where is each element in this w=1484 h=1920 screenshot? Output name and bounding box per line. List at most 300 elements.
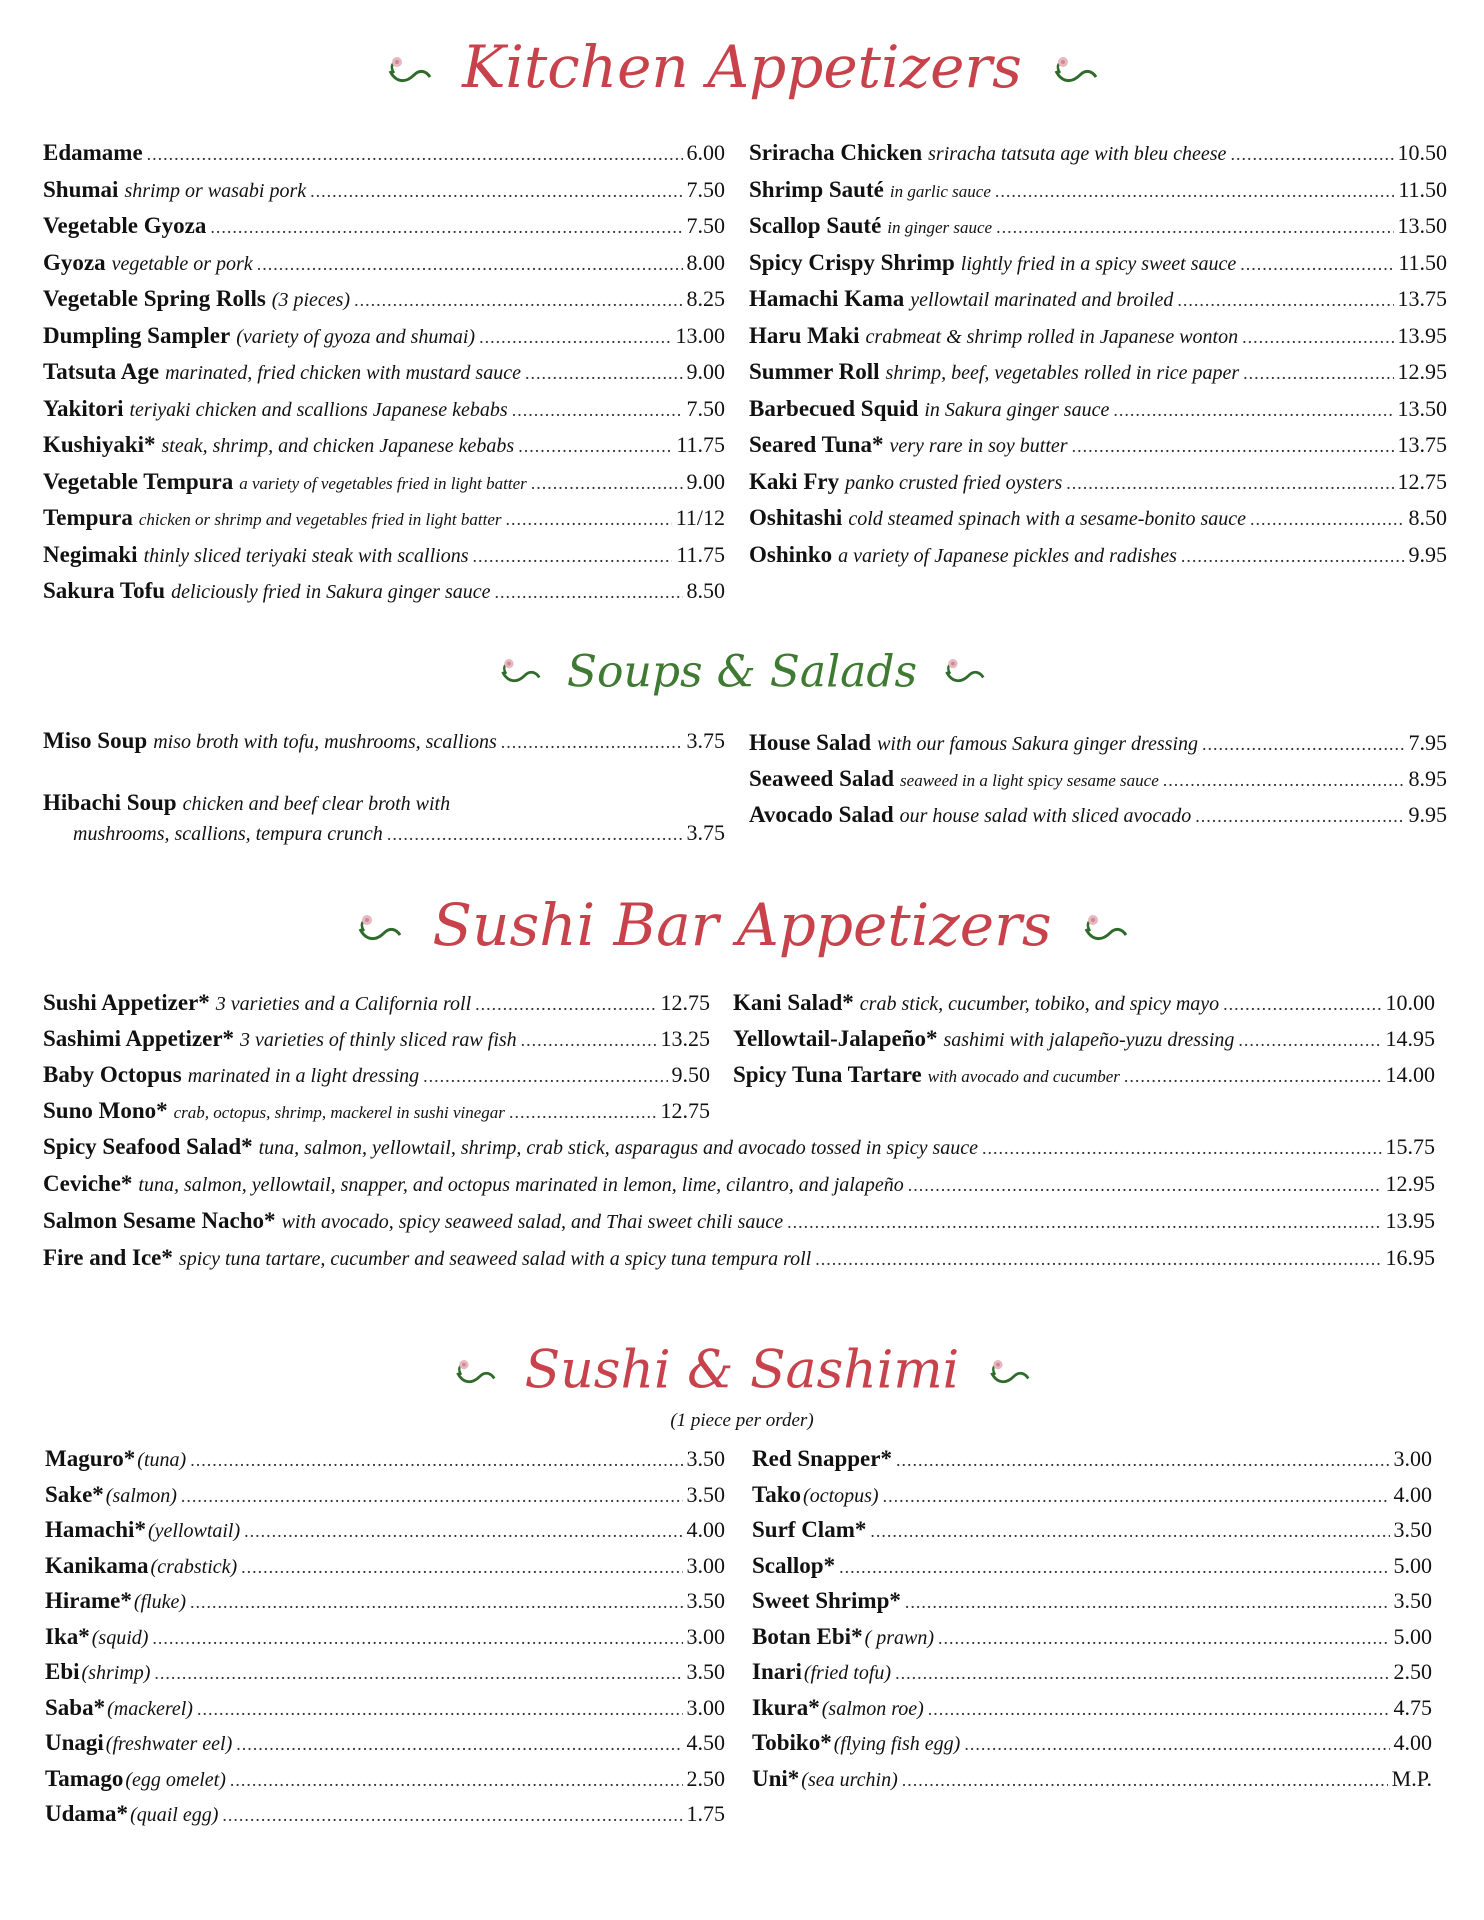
item-name: Sushi Appetizer* [43,990,210,1015]
leader-dots [197,1699,683,1720]
item-price: 4.50 [686,1730,725,1755]
kitchen-appetizers-heading [0,22,1484,102]
kitchen-left-column [43,140,725,615]
item-description: 3 varieties of thinly sliced raw fish [240,1029,517,1051]
item-price: 5.00 [1393,1552,1432,1578]
item-description: (egg omelet) [125,1768,226,1791]
leader-dots [152,1628,682,1649]
menu-item [45,1801,725,1837]
leader-dots [495,582,683,603]
cherry-blossom-branch-icon [452,1336,498,1406]
item-price: 3.00 [686,1694,725,1720]
leader-dots [1202,734,1404,755]
item-price: 11.50 [1398,176,1447,202]
leader-dots [908,1175,1382,1196]
menu-item [749,766,1447,802]
menu-item [752,1766,1432,1802]
leader-dots [423,1066,667,1087]
item-description: deliciously fried in Sakura ginger sauce [171,581,491,603]
item-name: Haru Maki [749,322,860,348]
item-name: Vegetable Tempura [43,468,234,494]
item-name: Suno Mono* [43,1098,168,1123]
item-price: 12.75 [660,990,710,1015]
item-description: miso broth with tofu, mushrooms, scallions [153,731,497,753]
item-price: 3.50 [686,1588,725,1613]
menu-item [45,1553,725,1589]
item-description: teriyaki chicken and scallions Japanese kebabs [129,398,508,421]
leader-dots [147,144,683,165]
item-price: 4.00 [1393,1730,1432,1755]
item-name: Salmon Sesame Nacho* [43,1208,276,1233]
item-price: 13.50 [1397,213,1447,238]
menu-item [752,1695,1432,1731]
item-description-continued: mushrooms, scallions, tempura crunch [73,823,383,845]
item-name: Hirame* [45,1588,132,1613]
item-price: 14.95 [1385,1026,1435,1051]
leader-dots [905,1592,1390,1613]
sushi-sashimi-heading [0,1332,1484,1402]
item-price: 10.00 [1385,990,1435,1015]
leader-dots [895,1663,1389,1684]
item-price: 9.50 [671,1062,710,1087]
leader-dots [236,1734,682,1755]
menu-item [749,730,1447,766]
item-price: 3.50 [686,1446,725,1471]
item-name: Ebi [45,1659,80,1684]
item-description: (salmon) [105,1484,177,1507]
soups-left-column [43,728,725,856]
item-name: Sweet Shrimp* [752,1588,901,1613]
leader-dots [387,824,683,845]
item-price: 3.50 [1393,1517,1432,1542]
cherry-blossom-branch-icon [497,638,543,708]
menu-item [43,359,725,396]
menu-item [749,286,1447,323]
menu-item [45,1766,725,1802]
item-price: 2.50 [1393,1659,1432,1684]
item-price: 7.50 [686,395,725,421]
menu-item [43,213,725,250]
item-description: (tuna) [137,1449,187,1471]
item-price: 1.75 [686,1801,725,1826]
cherry-blossom-branch-icon [384,27,434,107]
item-description: crab stick, cucumber, tobiko, and spicy mayo [859,993,1220,1015]
leader-dots [883,1486,1390,1507]
sushi-bar-appetizers-heading [0,880,1484,960]
item-name: Saba* [45,1694,106,1720]
leader-dots [928,1699,1390,1720]
leader-dots [354,290,682,311]
leader-dots [244,1521,682,1542]
leader-dots [1230,144,1393,165]
leader-dots [1113,400,1393,421]
kitchen-right-column [749,140,1447,578]
leader-dots [996,217,1393,238]
item-name: Scallop* [752,1552,836,1578]
leader-dots [1163,770,1405,791]
menu-item [752,1588,1432,1624]
item-name: Udama* [45,1801,129,1826]
item-description: marinated in a light dressing [187,1065,420,1087]
item-price: 2.50 [686,1765,725,1791]
item-description: yellowtail marinated and broiled [910,289,1174,311]
item-description: (freshwater eel) [105,1733,233,1755]
menu-item [733,990,1435,1026]
menu-item [43,1062,710,1098]
item-price: 8.00 [686,249,725,275]
item-price: 4.00 [686,1517,725,1542]
section-title: Soups & Salads [566,646,918,698]
menu-item [749,542,1447,579]
menu-item [749,396,1447,433]
leader-dots [787,1212,1381,1233]
item-name: Avocado Salad [749,802,894,827]
menu-item [752,1482,1432,1518]
item-description: vegetable or pork [111,252,253,275]
item-description: lightly fried in a spicy sweet sauce [960,252,1237,275]
item-name: Spicy Crispy Shrimp [749,249,955,275]
item-description: (quail egg) [130,1804,219,1826]
item-price: 3.75 [686,728,725,753]
item-description: (mackerel) [107,1697,193,1720]
item-name: Ceviche* [43,1171,133,1196]
menu-item [733,1026,1435,1062]
menu-item [749,250,1447,287]
menu-item-hibachi-soup-line2 [43,820,725,856]
menu-item [45,1624,725,1660]
sushi-right-column [752,1446,1432,1801]
item-description: shrimp, beef, vegetables rolled in rice paper [885,362,1240,384]
item-name: Hamachi Kama [749,286,905,311]
soups-right-column [749,730,1447,838]
leader-dots [531,473,683,494]
leader-dots [506,509,672,530]
item-name: Vegetable Gyoza [43,213,207,238]
item-name: Tempura [43,505,133,530]
item-description: (yellowtail) [147,1520,241,1542]
leader-dots [982,1138,1382,1159]
item-description: tuna, salmon, yellowtail, shrimp, crab stick, asparagus and avocado tossed in spicy sauce [258,1137,978,1159]
item-price: 6.00 [686,140,725,165]
item-description: sashimi with jalapeño-yuzu dressing [943,1029,1235,1051]
menu-item [43,505,725,542]
item-price: 13.75 [1397,432,1447,457]
leader-dots [964,1734,1389,1755]
soups-salads-heading [0,635,1484,705]
item-description: ( prawn) [864,1626,935,1649]
sushibar-left-column [43,990,710,1134]
leader-dots [1243,363,1393,384]
leader-dots [1066,473,1393,494]
item-price: 13.00 [675,322,725,348]
leader-dots [190,1592,682,1613]
item-name: Unagi [45,1730,104,1755]
leader-dots [1242,327,1393,348]
item-name: Fire and Ice* [43,1245,173,1270]
sushi-left-column [45,1446,725,1837]
item-name: Spicy Seafood Salad* [43,1134,253,1159]
leader-dots [241,1557,682,1578]
leader-dots [1072,436,1394,457]
menu-item [43,1098,710,1134]
item-price: 3.50 [1393,1588,1432,1613]
item-name: Negimaki [43,541,138,567]
item-description: (octopus) [803,1484,879,1507]
item-description: in garlic sauce [889,181,991,201]
item-description: our house salad with sliced avocado [899,805,1192,827]
sushibar-full-width-list [43,1134,1435,1282]
menu-item [45,1517,725,1553]
menu-item [752,1517,1432,1553]
item-name: Red Snapper* [752,1446,892,1471]
item-price: 4.75 [1393,1694,1432,1720]
item-description: crab, octopus, shrimp, mackerel in sushi vinegar [173,1103,505,1122]
item-description: in ginger sauce [887,218,993,237]
leader-dots [525,363,683,384]
menu-item [43,140,725,177]
cherry-blossom-branch-icon [1080,885,1130,965]
item-price: 13.95 [1397,322,1447,348]
section-title: Kitchen Appetizers [462,32,1022,101]
item-price: M.P. [1391,1765,1432,1791]
leader-dots [1124,1066,1382,1087]
menu-item [749,802,1447,838]
menu-item [43,578,725,615]
item-description: 3 varieties and a California roll [215,993,472,1015]
menu-item [43,1208,1435,1245]
leader-dots [154,1663,682,1684]
item-description: a variety of vegetables fried in light batter [239,473,527,493]
menu-item [45,1695,725,1731]
item-price: 8.50 [686,578,725,603]
item-name: Barbecued Squid [749,395,919,421]
leader-dots [1223,994,1381,1015]
menu-item [752,1730,1432,1766]
menu-item [752,1553,1432,1589]
item-description: with avocado and cucumber [927,1067,1120,1086]
item-description: (fluke) [133,1591,187,1613]
leader-dots [1181,546,1405,567]
leader-dots [896,1450,1390,1471]
leader-dots [181,1486,683,1507]
item-description: (crabstick) [150,1555,238,1578]
item-name: Miso Soup [43,728,148,753]
item-price: 8.50 [1408,505,1447,530]
item-price: 15.75 [1385,1134,1435,1159]
item-description: cold steamed spinach with a sesame-bonito sauce [848,508,1247,530]
item-description: (squid) [91,1626,149,1649]
item-name: Hibachi Soup [43,790,177,815]
menu-item [749,432,1447,469]
leader-dots [1240,254,1394,275]
item-description: shrimp or wasabi pork [124,179,307,202]
section-title: Sushi Bar Appetizers [432,890,1052,959]
item-description: sriracha tatsuta age with bleu cheese [928,143,1227,165]
item-description: (sea urchin) [801,1768,898,1791]
item-name: Uni* [752,1765,800,1791]
item-description: crabmeat & shrimp rolled in Japanese wonton [865,325,1239,348]
menu-item [43,990,710,1026]
item-price: 3.50 [686,1481,725,1507]
item-description: (fried tofu) [803,1662,892,1684]
leader-dots [1177,290,1393,311]
leader-dots [210,217,682,238]
item-price: 3.75 [686,820,725,845]
item-description: (flying fish egg) [833,1733,961,1755]
item-price: 13.50 [1397,395,1447,421]
item-name: Ikura* [752,1694,820,1720]
section-title: Sushi & Sashimi [524,1340,960,1401]
menu-item [43,396,725,433]
item-price: 11.75 [676,432,725,457]
item-description: spicy tuna tartare, cucumber and seaweed salad with a spicy tuna tempura roll [178,1248,812,1270]
item-price: 4.00 [1393,1481,1432,1507]
item-price: 13.25 [660,1026,710,1051]
menu-item [752,1659,1432,1695]
menu-item [43,323,725,360]
cherry-blossom-branch-icon [986,1336,1032,1406]
menu-item [43,469,725,506]
item-description: a variety of Japanese pickles and radishes [838,544,1177,567]
item-name: Baby Octopus [43,1062,182,1087]
menu-item [749,213,1447,250]
leader-dots [815,1249,1381,1270]
menu-item [45,1659,725,1695]
menu-item-hibachi-soup [43,790,725,820]
item-name: Gyoza [43,249,106,275]
menu-item [43,542,725,579]
menu-item [43,286,725,323]
item-price: 9.00 [686,468,725,494]
menu-item [749,469,1447,506]
leader-dots [473,546,673,567]
item-price: 12.95 [1397,359,1447,384]
menu-item [749,140,1447,177]
item-description: seaweed in a light spicy sesame sauce [900,771,1159,790]
menu-item [45,1482,725,1518]
item-name: Yellowtail-Jalapeño* [733,1026,938,1051]
leader-dots [518,436,672,457]
item-description: thinly sliced teriyaki steak with scallions [143,544,469,567]
item-description: (shrimp) [81,1662,151,1684]
item-price: 7.50 [686,176,725,202]
item-description: tuna, salmon, yellowtail, snapper, and octopus marinated in lemon, lime, cilantro, and jalapeño [138,1174,904,1196]
item-price: 3.00 [686,1623,725,1649]
item-description: in Sakura ginger sauce [924,398,1110,421]
leader-dots [938,1628,1389,1649]
item-name: Edamame [43,140,143,165]
item-description: (variety of gyoza and shumai) [236,325,476,348]
item-price: 9.00 [686,359,725,384]
item-price: 11.75 [676,541,725,567]
item-name: Sake* [45,1481,104,1507]
menu-item [45,1730,725,1766]
item-price: 12.75 [1397,468,1447,494]
item-price: 9.95 [1408,802,1447,827]
item-name: Maguro* [45,1446,136,1471]
item-name: Sakura Tofu [43,578,166,603]
item-name: Shrimp Sauté [749,176,884,202]
item-description: (3 pieces) [271,289,351,311]
menu-item [43,250,725,287]
leader-dots [1195,806,1404,827]
item-price: 14.00 [1385,1062,1435,1087]
item-description: chicken and beef clear broth with [182,793,451,815]
item-price: 13.75 [1397,286,1447,311]
leader-dots [475,994,656,1015]
cherry-blossom-branch-icon [941,638,987,708]
item-price: 9.95 [1408,541,1447,567]
item-price: 5.00 [1393,1623,1432,1649]
item-price: 11/12 [675,505,725,530]
menu-item [749,323,1447,360]
leader-dots [479,327,671,348]
item-name: Summer Roll [749,359,880,384]
cherry-blossom-branch-icon [1050,27,1100,107]
item-name: Shumai [43,176,119,202]
leader-dots [839,1557,1389,1578]
item-name: Sashimi Appetizer* [43,1026,235,1051]
leader-dots [902,1770,1388,1791]
item-name: Yakitori [43,395,124,421]
item-name: Kani Salad* [733,990,854,1015]
item-price: 3.00 [1393,1446,1432,1471]
item-price: 11.50 [1398,249,1447,275]
item-price: 3.00 [686,1552,725,1578]
item-name: Tatsuta Age [43,359,160,384]
menu-item [752,1624,1432,1660]
leader-dots [190,1450,682,1471]
item-name: Scallop Sauté [749,213,882,238]
item-price: 13.95 [1385,1208,1435,1233]
item-name: Kushiyaki* [43,432,156,457]
item-name: Botan Ebi* [752,1623,863,1649]
menu-item [45,1446,725,1482]
item-name: Dumpling Sampler [43,322,231,348]
item-name: Kanikama [45,1552,149,1578]
leader-dots [257,254,683,275]
menu-item [43,1245,1435,1282]
item-name: House Salad [749,730,872,755]
item-name: Kaki Fry [749,468,840,494]
item-name: Inari [752,1659,802,1684]
item-name: Sriracha Chicken [749,140,923,165]
menu-item [43,1171,1435,1208]
item-price: 8.95 [1408,766,1447,791]
leader-dots [230,1770,683,1791]
leader-dots [222,1805,682,1826]
item-price: 8.25 [686,286,725,311]
item-price: 16.95 [1385,1245,1435,1270]
menu-item [43,177,725,214]
item-price: 10.50 [1397,140,1447,165]
item-description: (salmon roe) [821,1697,924,1720]
item-name: Seared Tuna* [749,432,884,457]
item-price: 3.50 [686,1659,725,1684]
item-price: 7.50 [686,213,725,238]
menu-item [43,432,725,469]
sushi-note: (1 piece per order) [670,1410,814,1431]
leader-dots [310,181,682,202]
item-name: Vegetable Spring Rolls [43,286,266,311]
cherry-blossom-branch-icon [354,885,404,965]
leader-dots [512,400,683,421]
item-price: 7.95 [1408,730,1447,755]
item-name: Tobiko* [752,1730,832,1755]
item-description: marinated, fried chicken with mustard sauce [165,362,521,384]
menu-item [45,1588,725,1624]
item-name: Ika* [45,1623,90,1649]
